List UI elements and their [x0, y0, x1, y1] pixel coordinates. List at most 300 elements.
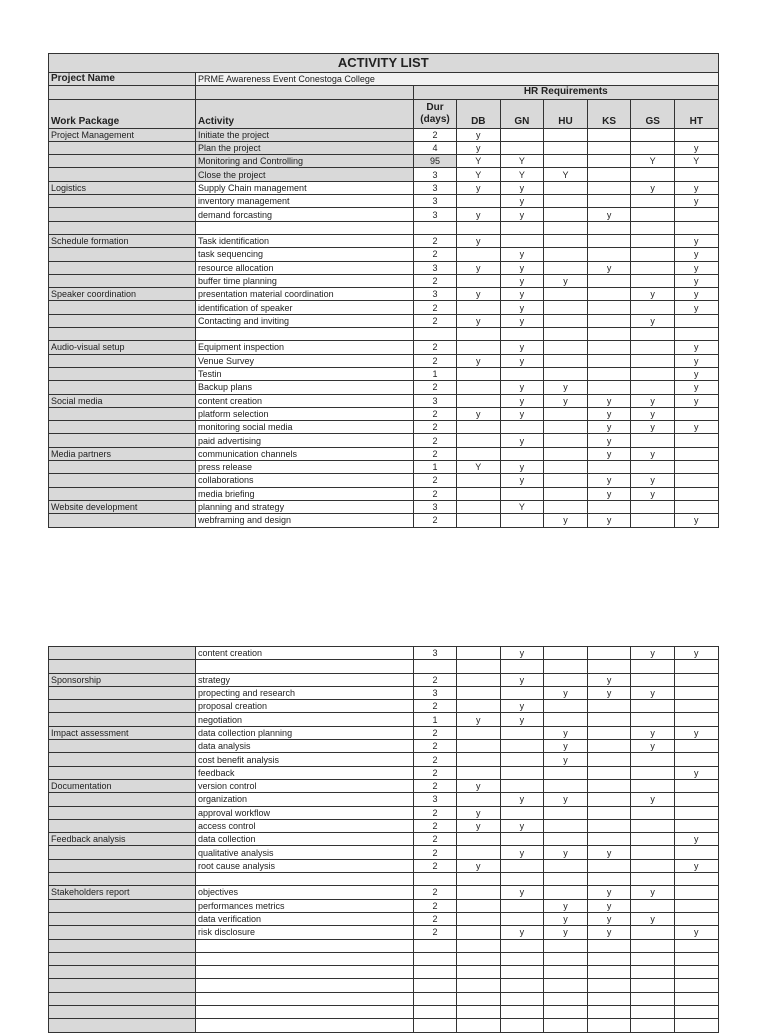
hu-cell[interactable]	[544, 461, 588, 474]
ks-cell[interactable]	[587, 647, 631, 660]
duration-cell[interactable]: 2	[414, 301, 457, 314]
gn-cell[interactable]: y	[500, 274, 544, 287]
gs-cell[interactable]: y	[631, 288, 675, 301]
duration-cell[interactable]: 2	[414, 407, 457, 420]
activity-cell[interactable]	[196, 221, 414, 234]
work-package-cell[interactable]	[49, 354, 196, 367]
hu-cell[interactable]	[544, 354, 588, 367]
hu-cell[interactable]	[544, 474, 588, 487]
gn-cell[interactable]	[500, 447, 544, 460]
duration-cell[interactable]	[414, 979, 457, 992]
db-cell[interactable]: Y	[457, 168, 501, 181]
work-package-cell[interactable]	[49, 793, 196, 806]
duration-cell[interactable]: 2	[414, 859, 457, 872]
activity-cell[interactable]	[196, 873, 414, 886]
gs-cell[interactable]: y	[631, 740, 675, 753]
work-package-cell[interactable]: Impact assessment	[49, 726, 196, 739]
activity-cell[interactable]: root cause analysis	[196, 859, 414, 872]
ht-cell[interactable]	[674, 314, 718, 327]
db-cell[interactable]: Y	[457, 461, 501, 474]
hu-cell[interactable]	[544, 407, 588, 420]
work-package-cell[interactable]	[49, 1019, 196, 1032]
activity-cell[interactable]: content creation	[196, 394, 414, 407]
duration-cell[interactable]: 2	[414, 354, 457, 367]
db-cell[interactable]	[457, 1006, 501, 1019]
duration-cell[interactable]: 2	[414, 753, 457, 766]
db-cell[interactable]	[457, 514, 501, 527]
duration-cell[interactable]	[414, 966, 457, 979]
hu-cell[interactable]	[544, 939, 588, 952]
gs-cell[interactable]	[631, 1006, 675, 1019]
hu-cell[interactable]	[544, 155, 588, 168]
hu-cell[interactable]	[544, 301, 588, 314]
ks-cell[interactable]	[587, 779, 631, 792]
activity-cell[interactable]: risk disclosure	[196, 926, 414, 939]
activity-cell[interactable]: collaborations	[196, 474, 414, 487]
ks-cell[interactable]	[587, 128, 631, 141]
gn-cell[interactable]	[500, 979, 544, 992]
work-package-cell[interactable]	[49, 740, 196, 753]
activity-cell[interactable]: Venue Survey	[196, 354, 414, 367]
ks-cell[interactable]	[587, 833, 631, 846]
gn-cell[interactable]	[500, 779, 544, 792]
duration-cell[interactable]	[414, 992, 457, 1005]
gs-cell[interactable]	[631, 434, 675, 447]
work-package-cell[interactable]	[49, 700, 196, 713]
gn-cell[interactable]: y	[500, 647, 544, 660]
db-cell[interactable]	[457, 660, 501, 673]
work-package-cell[interactable]: Audio-visual setup	[49, 341, 196, 354]
ks-cell[interactable]	[587, 859, 631, 872]
ht-cell[interactable]: y	[674, 833, 718, 846]
gn-cell[interactable]	[500, 221, 544, 234]
duration-cell[interactable]: 4	[414, 141, 457, 154]
duration-cell[interactable]: 2	[414, 248, 457, 261]
ks-cell[interactable]	[587, 726, 631, 739]
hu-cell[interactable]	[544, 208, 588, 221]
ks-cell[interactable]	[587, 354, 631, 367]
duration-cell[interactable]: 2	[414, 886, 457, 899]
gn-cell[interactable]	[500, 966, 544, 979]
gn-cell[interactable]	[500, 1019, 544, 1032]
activity-cell[interactable]	[196, 660, 414, 673]
ks-cell[interactable]: y	[587, 673, 631, 686]
ht-cell[interactable]	[674, 168, 718, 181]
activity-cell[interactable]: buffer time planning	[196, 274, 414, 287]
db-cell[interactable]	[457, 753, 501, 766]
db-cell[interactable]	[457, 979, 501, 992]
hu-cell[interactable]	[544, 979, 588, 992]
ht-cell[interactable]: y	[674, 421, 718, 434]
work-package-cell[interactable]	[49, 168, 196, 181]
ks-cell[interactable]	[587, 979, 631, 992]
gs-cell[interactable]: y	[631, 421, 675, 434]
duration-cell[interactable]: 2	[414, 740, 457, 753]
db-cell[interactable]	[457, 328, 501, 341]
duration-cell[interactable]: 2	[414, 833, 457, 846]
gn-cell[interactable]: y	[500, 407, 544, 420]
hu-cell[interactable]	[544, 833, 588, 846]
hu-cell[interactable]: y	[544, 899, 588, 912]
gs-cell[interactable]	[631, 992, 675, 1005]
duration-cell[interactable]	[414, 952, 457, 965]
work-package-cell[interactable]	[49, 461, 196, 474]
work-package-cell[interactable]	[49, 979, 196, 992]
gs-cell[interactable]: y	[631, 394, 675, 407]
ht-cell[interactable]	[674, 886, 718, 899]
hu-cell[interactable]: y	[544, 912, 588, 925]
duration-cell[interactable]: 2	[414, 434, 457, 447]
duration-cell[interactable]: 2	[414, 487, 457, 500]
duration-cell[interactable]: 2	[414, 474, 457, 487]
ht-cell[interactable]: y	[674, 195, 718, 208]
duration-cell[interactable]: 2	[414, 341, 457, 354]
db-cell[interactable]	[457, 381, 501, 394]
work-package-cell[interactable]	[49, 474, 196, 487]
ht-cell[interactable]	[674, 740, 718, 753]
db-cell[interactable]	[457, 793, 501, 806]
gs-cell[interactable]	[631, 660, 675, 673]
gn-cell[interactable]	[500, 367, 544, 380]
gs-cell[interactable]	[631, 141, 675, 154]
ks-cell[interactable]: y	[587, 208, 631, 221]
work-package-cell[interactable]	[49, 1006, 196, 1019]
hu-cell[interactable]	[544, 341, 588, 354]
ks-cell[interactable]	[587, 328, 631, 341]
gs-cell[interactable]	[631, 700, 675, 713]
ks-cell[interactable]	[587, 740, 631, 753]
db-cell[interactable]	[457, 886, 501, 899]
activity-cell[interactable]: Initiate the project	[196, 128, 414, 141]
duration-cell[interactable]: 2	[414, 926, 457, 939]
ks-cell[interactable]	[587, 341, 631, 354]
db-cell[interactable]	[457, 341, 501, 354]
db-cell[interactable]: y	[457, 128, 501, 141]
db-cell[interactable]	[457, 846, 501, 859]
hu-cell[interactable]	[544, 367, 588, 380]
gs-cell[interactable]: y	[631, 686, 675, 699]
ks-cell[interactable]	[587, 195, 631, 208]
duration-cell[interactable]	[414, 1019, 457, 1032]
duration-cell[interactable]: 2	[414, 514, 457, 527]
ks-cell[interactable]	[587, 381, 631, 394]
ks-cell[interactable]	[587, 274, 631, 287]
db-cell[interactable]: y	[457, 234, 501, 247]
ks-cell[interactable]	[587, 288, 631, 301]
gn-cell[interactable]	[500, 514, 544, 527]
ks-cell[interactable]: y	[587, 899, 631, 912]
gn-cell[interactable]: y	[500, 288, 544, 301]
ht-cell[interactable]: y	[674, 354, 718, 367]
ht-cell[interactable]	[674, 966, 718, 979]
gs-cell[interactable]	[631, 766, 675, 779]
hu-cell[interactable]: y	[544, 686, 588, 699]
db-cell[interactable]	[457, 447, 501, 460]
activity-cell[interactable]: version control	[196, 779, 414, 792]
db-cell[interactable]: y	[457, 806, 501, 819]
ks-cell[interactable]	[587, 660, 631, 673]
gn-cell[interactable]	[500, 753, 544, 766]
db-cell[interactable]	[457, 248, 501, 261]
work-package-cell[interactable]	[49, 195, 196, 208]
ht-cell[interactable]	[674, 1019, 718, 1032]
gs-cell[interactable]	[631, 261, 675, 274]
db-cell[interactable]	[457, 367, 501, 380]
duration-cell[interactable]: 2	[414, 234, 457, 247]
work-package-cell[interactable]	[49, 221, 196, 234]
db-cell[interactable]: y	[457, 859, 501, 872]
hu-cell[interactable]	[544, 447, 588, 460]
ht-cell[interactable]	[674, 328, 718, 341]
db-cell[interactable]: y	[457, 261, 501, 274]
activity-cell[interactable]: content creation	[196, 647, 414, 660]
gs-cell[interactable]	[631, 381, 675, 394]
ht-cell[interactable]	[674, 979, 718, 992]
work-package-cell[interactable]	[49, 487, 196, 500]
activity-cell[interactable]: access control	[196, 819, 414, 832]
ht-cell[interactable]: y	[674, 141, 718, 154]
hu-cell[interactable]: y	[544, 514, 588, 527]
hu-cell[interactable]	[544, 434, 588, 447]
ks-cell[interactable]	[587, 314, 631, 327]
duration-cell[interactable]: 2	[414, 447, 457, 460]
gn-cell[interactable]	[500, 939, 544, 952]
db-cell[interactable]	[457, 926, 501, 939]
ht-cell[interactable]: y	[674, 234, 718, 247]
work-package-cell[interactable]	[49, 155, 196, 168]
ht-cell[interactable]: y	[674, 394, 718, 407]
work-package-cell[interactable]	[49, 301, 196, 314]
gs-cell[interactable]	[631, 952, 675, 965]
ks-cell[interactable]	[587, 248, 631, 261]
ks-cell[interactable]: y	[587, 434, 631, 447]
gs-cell[interactable]	[631, 248, 675, 261]
gs-cell[interactable]	[631, 341, 675, 354]
ht-cell[interactable]	[674, 713, 718, 726]
gs-cell[interactable]: y	[631, 726, 675, 739]
hu-cell[interactable]	[544, 487, 588, 500]
db-cell[interactable]	[457, 740, 501, 753]
db-cell[interactable]	[457, 939, 501, 952]
duration-cell[interactable]: 3	[414, 168, 457, 181]
work-package-cell[interactable]	[49, 274, 196, 287]
duration-cell[interactable]: 2	[414, 314, 457, 327]
work-package-cell[interactable]	[49, 381, 196, 394]
gs-cell[interactable]	[631, 753, 675, 766]
gs-cell[interactable]: y	[631, 314, 675, 327]
hu-cell[interactable]	[544, 647, 588, 660]
work-package-cell[interactable]: Schedule formation	[49, 234, 196, 247]
activity-cell[interactable]: cost benefit analysis	[196, 753, 414, 766]
activity-cell[interactable]: identification of speaker	[196, 301, 414, 314]
work-package-cell[interactable]	[49, 873, 196, 886]
duration-cell[interactable]: 3	[414, 500, 457, 513]
db-cell[interactable]: y	[457, 407, 501, 420]
work-package-cell[interactable]	[49, 939, 196, 952]
ht-cell[interactable]: y	[674, 341, 718, 354]
gn-cell[interactable]: y	[500, 354, 544, 367]
ks-cell[interactable]: y	[587, 421, 631, 434]
ks-cell[interactable]: y	[587, 407, 631, 420]
gn-cell[interactable]	[500, 487, 544, 500]
db-cell[interactable]	[457, 766, 501, 779]
gs-cell[interactable]	[631, 354, 675, 367]
work-package-cell[interactable]	[49, 713, 196, 726]
activity-cell[interactable]: Testin	[196, 367, 414, 380]
work-package-cell[interactable]: Social media	[49, 394, 196, 407]
activity-cell[interactable]	[196, 1019, 414, 1032]
project-name-value[interactable]: PRME Awareness Event Conestoga College	[196, 73, 719, 86]
gs-cell[interactable]	[631, 873, 675, 886]
hu-cell[interactable]: y	[544, 726, 588, 739]
duration-cell[interactable]: 2	[414, 899, 457, 912]
hu-cell[interactable]	[544, 660, 588, 673]
activity-cell[interactable]: communication channels	[196, 447, 414, 460]
ks-cell[interactable]	[587, 952, 631, 965]
ks-cell[interactable]	[587, 1019, 631, 1032]
hu-cell[interactable]	[544, 261, 588, 274]
gs-cell[interactable]	[631, 819, 675, 832]
duration-cell[interactable]: 2	[414, 779, 457, 792]
work-package-cell[interactable]: Stakeholders report	[49, 886, 196, 899]
hu-cell[interactable]	[544, 966, 588, 979]
activity-cell[interactable]: media briefing	[196, 487, 414, 500]
ht-cell[interactable]	[674, 753, 718, 766]
db-cell[interactable]	[457, 700, 501, 713]
gn-cell[interactable]	[500, 806, 544, 819]
work-package-cell[interactable]	[49, 208, 196, 221]
ht-cell[interactable]: y	[674, 726, 718, 739]
ks-cell[interactable]: y	[587, 261, 631, 274]
work-package-cell[interactable]	[49, 660, 196, 673]
work-package-cell[interactable]	[49, 141, 196, 154]
duration-cell[interactable]	[414, 328, 457, 341]
duration-cell[interactable]: 3	[414, 195, 457, 208]
ks-cell[interactable]	[587, 819, 631, 832]
gs-cell[interactable]	[631, 328, 675, 341]
activity-cell[interactable]: negotiation	[196, 713, 414, 726]
hu-cell[interactable]	[544, 992, 588, 1005]
activity-cell[interactable]: presentation material coordination	[196, 288, 414, 301]
activity-cell[interactable]	[196, 992, 414, 1005]
gn-cell[interactable]	[500, 873, 544, 886]
gn-cell[interactable]	[500, 328, 544, 341]
ht-cell[interactable]	[674, 128, 718, 141]
db-cell[interactable]: y	[457, 354, 501, 367]
db-cell[interactable]	[457, 301, 501, 314]
ks-cell[interactable]: y	[587, 447, 631, 460]
hu-cell[interactable]	[544, 141, 588, 154]
ht-cell[interactable]	[674, 487, 718, 500]
gn-cell[interactable]	[500, 899, 544, 912]
gn-cell[interactable]: y	[500, 314, 544, 327]
activity-cell[interactable]: data collection	[196, 833, 414, 846]
gn-cell[interactable]: Y	[500, 500, 544, 513]
gs-cell[interactable]: y	[631, 487, 675, 500]
gs-cell[interactable]: y	[631, 447, 675, 460]
ht-cell[interactable]	[674, 660, 718, 673]
hu-cell[interactable]	[544, 328, 588, 341]
work-package-cell[interactable]	[49, 966, 196, 979]
gn-cell[interactable]: y	[500, 713, 544, 726]
ks-cell[interactable]	[587, 181, 631, 194]
gn-cell[interactable]: y	[500, 846, 544, 859]
hu-cell[interactable]	[544, 952, 588, 965]
work-package-cell[interactable]	[49, 686, 196, 699]
gn-cell[interactable]	[500, 740, 544, 753]
duration-cell[interactable]	[414, 1006, 457, 1019]
gn-cell[interactable]: y	[500, 886, 544, 899]
gs-cell[interactable]	[631, 899, 675, 912]
activity-cell[interactable]: strategy	[196, 673, 414, 686]
gs-cell[interactable]	[631, 195, 675, 208]
hu-cell[interactable]	[544, 234, 588, 247]
duration-cell[interactable]: 3	[414, 181, 457, 194]
activity-cell[interactable]	[196, 952, 414, 965]
gs-cell[interactable]: y	[631, 912, 675, 925]
ht-cell[interactable]	[674, 700, 718, 713]
duration-cell[interactable]: 1	[414, 713, 457, 726]
gs-cell[interactable]	[631, 806, 675, 819]
activity-cell[interactable]: performances metrics	[196, 899, 414, 912]
work-package-cell[interactable]	[49, 367, 196, 380]
ks-cell[interactable]: y	[587, 912, 631, 925]
duration-cell[interactable]: 3	[414, 686, 457, 699]
gs-cell[interactable]	[631, 846, 675, 859]
work-package-cell[interactable]	[49, 926, 196, 939]
work-package-cell[interactable]: Documentation	[49, 779, 196, 792]
hu-cell[interactable]	[544, 779, 588, 792]
gs-cell[interactable]	[631, 274, 675, 287]
duration-cell[interactable]: 2	[414, 912, 457, 925]
db-cell[interactable]: y	[457, 779, 501, 792]
ht-cell[interactable]: y	[674, 248, 718, 261]
gn-cell[interactable]	[500, 912, 544, 925]
ht-cell[interactable]: y	[674, 274, 718, 287]
duration-cell[interactable]: 2	[414, 421, 457, 434]
hu-cell[interactable]: y	[544, 846, 588, 859]
gs-cell[interactable]	[631, 833, 675, 846]
hu-cell[interactable]	[544, 1019, 588, 1032]
duration-cell[interactable]	[414, 873, 457, 886]
gs-cell[interactable]	[631, 966, 675, 979]
gs-cell[interactable]	[631, 301, 675, 314]
ks-cell[interactable]	[587, 713, 631, 726]
activity-cell[interactable]: objectives	[196, 886, 414, 899]
work-package-cell[interactable]	[49, 806, 196, 819]
hu-cell[interactable]: y	[544, 381, 588, 394]
work-package-cell[interactable]	[49, 434, 196, 447]
gs-cell[interactable]	[631, 979, 675, 992]
activity-cell[interactable]: paid advertising	[196, 434, 414, 447]
activity-cell[interactable]: Close the project	[196, 168, 414, 181]
db-cell[interactable]	[457, 434, 501, 447]
duration-cell[interactable]: 2	[414, 819, 457, 832]
db-cell[interactable]: y	[457, 314, 501, 327]
db-cell[interactable]	[457, 474, 501, 487]
activity-cell[interactable]	[196, 939, 414, 952]
hu-cell[interactable]	[544, 713, 588, 726]
duration-cell[interactable]	[414, 660, 457, 673]
activity-cell[interactable]: proposal creation	[196, 700, 414, 713]
db-cell[interactable]	[457, 500, 501, 513]
activity-cell[interactable]: data verification	[196, 912, 414, 925]
gn-cell[interactable]	[500, 234, 544, 247]
db-cell[interactable]: y	[457, 141, 501, 154]
db-cell[interactable]	[457, 421, 501, 434]
hu-cell[interactable]: y	[544, 274, 588, 287]
work-package-cell[interactable]: Project Management	[49, 128, 196, 141]
